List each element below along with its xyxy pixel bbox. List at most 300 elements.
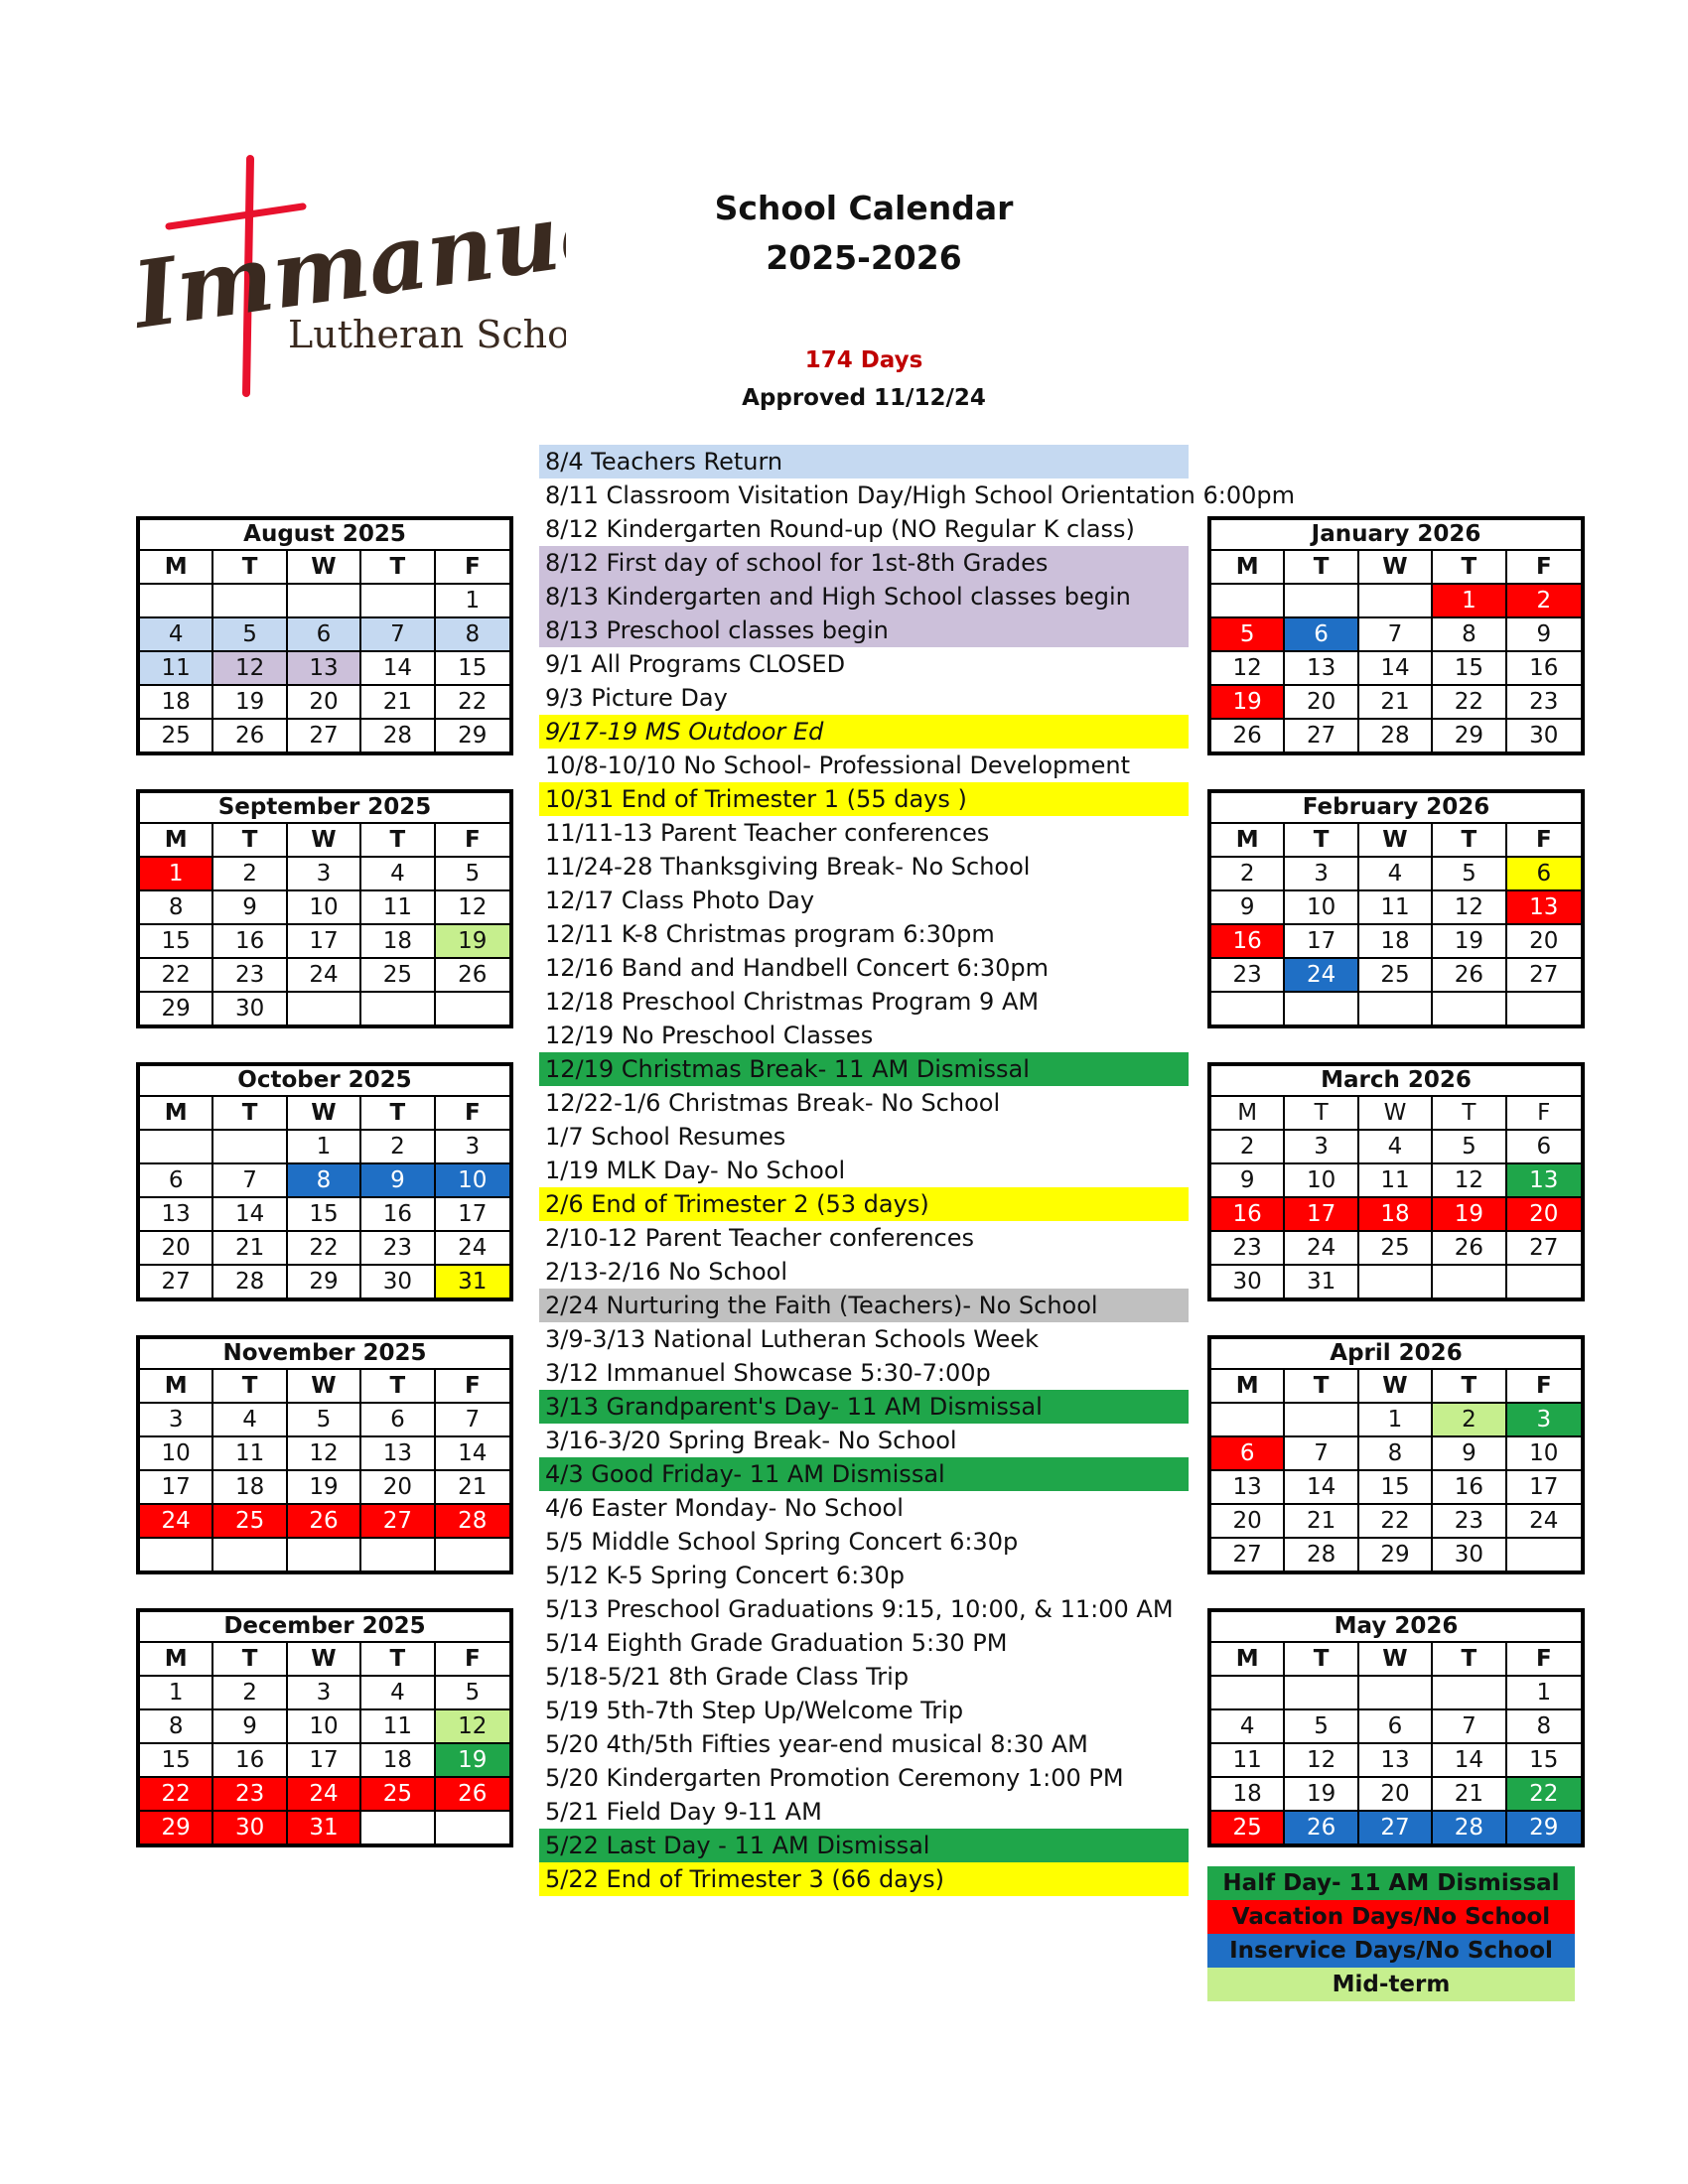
day-cell: 13 — [1507, 1164, 1581, 1198]
day-cell: 19 — [1433, 925, 1506, 959]
event-item: 3/12 Immanuel Showcase 5:30-7:00p — [545, 1359, 991, 1387]
day-cell: 11 — [361, 1710, 435, 1744]
day-cell: 30 — [213, 993, 287, 1024]
day-cell: 22 — [436, 686, 509, 720]
day-cell: 5 — [1433, 1131, 1506, 1164]
day-cell: 12 — [1433, 1164, 1506, 1198]
month-calendar — [1207, 1335, 1585, 1574]
weekday-header: F — [436, 1370, 509, 1404]
event-item: 5/13 Preschool Graduations 9:15, 10:00, & 11:00 AM — [545, 1595, 1174, 1623]
day-cell: 14 — [361, 652, 435, 686]
weekday-header: M — [1211, 1097, 1285, 1131]
event-item: 1/19 MLK Day- No School — [545, 1157, 846, 1184]
day-cell: 25 — [140, 720, 213, 751]
weekday-header: M — [140, 824, 213, 858]
weekday-header: W — [288, 1643, 361, 1677]
day-cell: 16 — [1211, 925, 1285, 959]
calendar-title — [655, 184, 1072, 283]
event-item: 11/24-28 Thanksgiving Break- No School — [545, 853, 1031, 881]
day-cell: 7 — [1285, 1437, 1358, 1471]
day-cell: 17 — [288, 1744, 361, 1778]
day-cell: 21 — [436, 1471, 509, 1505]
day-cell: 1 — [140, 858, 213, 891]
day-cell: 29 — [140, 1812, 213, 1843]
month-calendar — [136, 516, 513, 755]
weekday-header: W — [1359, 824, 1433, 858]
day-cell: 8 — [1359, 1437, 1433, 1471]
day-cell: 8 — [140, 891, 213, 925]
day-cell: 6 — [1359, 1710, 1433, 1744]
day-cell — [1433, 1677, 1506, 1710]
weekday-header: W — [288, 824, 361, 858]
weekday-header: M — [1211, 1370, 1285, 1404]
event-item: 12/16 Band and Handbell Concert 6:30pm — [545, 954, 1050, 982]
day-cell — [1507, 993, 1581, 1024]
day-cell: 30 — [1211, 1266, 1285, 1297]
weekday-header: W — [288, 551, 361, 585]
weekday-header: F — [1507, 1370, 1581, 1404]
day-cell: 23 — [361, 1232, 435, 1266]
weekday-header: T — [1285, 1643, 1358, 1677]
weekday-header: F — [1507, 1643, 1581, 1677]
day-cell: 29 — [1359, 1539, 1433, 1570]
day-cell: 27 — [1507, 959, 1581, 993]
weekday-header: T — [1433, 1097, 1506, 1131]
event-item: 5/19 5th-7th Step Up/Welcome Trip — [545, 1697, 964, 1724]
day-cell: 12 — [436, 891, 509, 925]
day-cell: 15 — [1433, 652, 1506, 686]
day-cell: 30 — [1433, 1539, 1506, 1570]
event-item: 4/6 Easter Monday- No School — [545, 1494, 904, 1522]
weekday-header: M — [140, 1370, 213, 1404]
day-cell — [1359, 1266, 1433, 1297]
month-name: September 2025 — [140, 793, 509, 824]
day-cell — [1507, 1539, 1581, 1570]
day-cell: 9 — [213, 1710, 287, 1744]
month-name: December 2025 — [140, 1612, 509, 1643]
day-cell: 4 — [1211, 1710, 1285, 1744]
day-cell: 5 — [436, 858, 509, 891]
day-cell: 26 — [1285, 1812, 1358, 1843]
day-cell: 15 — [436, 652, 509, 686]
weekday-header: T — [213, 824, 287, 858]
day-cell: 27 — [288, 720, 361, 751]
event-item: 2/24 Nurturing the Faith (Teachers)- No School — [539, 1289, 1189, 1322]
weekday-header: F — [436, 1097, 509, 1131]
day-cell: 27 — [1507, 1232, 1581, 1266]
event-item: 8/4 Teachers Return — [539, 445, 1189, 478]
day-cell: 1 — [436, 585, 509, 618]
day-cell: 26 — [436, 1778, 509, 1812]
day-cell — [1359, 1677, 1433, 1710]
day-cell: 14 — [1359, 652, 1433, 686]
day-cell: 23 — [213, 959, 287, 993]
day-cell: 11 — [140, 652, 213, 686]
day-cell: 28 — [1433, 1812, 1506, 1843]
day-cell: 4 — [1359, 1131, 1433, 1164]
day-cell: 19 — [436, 1744, 509, 1778]
weekday-header: T — [1285, 824, 1358, 858]
day-cell: 2 — [1507, 585, 1581, 618]
day-cell: 17 — [1285, 1198, 1358, 1232]
day-cell: 3 — [288, 858, 361, 891]
logo-word: Immanuel — [129, 170, 566, 349]
day-cell: 13 — [1359, 1744, 1433, 1778]
day-cell: 20 — [1285, 686, 1358, 720]
day-cell: 26 — [288, 1505, 361, 1539]
day-cell: 9 — [1507, 618, 1581, 652]
day-cell: 21 — [213, 1232, 287, 1266]
day-cell — [361, 585, 435, 618]
day-cell: 23 — [1211, 959, 1285, 993]
day-cell: 3 — [288, 1677, 361, 1710]
day-cell: 10 — [436, 1164, 509, 1198]
weekday-header: T — [1433, 551, 1506, 585]
day-cell: 14 — [436, 1437, 509, 1471]
day-cell: 16 — [1433, 1471, 1506, 1505]
day-cell: 21 — [1433, 1778, 1506, 1812]
event-item: 5/20 4th/5th Fifties year-end musical 8:30 AM — [545, 1730, 1088, 1758]
day-cell: 26 — [1433, 1232, 1506, 1266]
day-cell: 6 — [288, 618, 361, 652]
day-cell: 28 — [436, 1505, 509, 1539]
day-cell: 4 — [213, 1404, 287, 1437]
day-cell: 19 — [1433, 1198, 1506, 1232]
day-cell: 3 — [1507, 1404, 1581, 1437]
event-item: 3/16-3/20 Spring Break- No School — [545, 1427, 957, 1454]
event-item: 2/13-2/16 No School — [545, 1258, 788, 1286]
days-count: 174 Days — [804, 347, 923, 373]
day-cell — [361, 993, 435, 1024]
day-cell — [213, 1539, 287, 1570]
day-cell: 8 — [436, 618, 509, 652]
day-cell: 11 — [1211, 1744, 1285, 1778]
weekday-header: F — [1507, 1097, 1581, 1131]
weekday-header: T — [361, 1097, 435, 1131]
event-item: 8/12 First day of school for 1st-8th Grades — [539, 546, 1189, 580]
event-item: 9/1 All Programs CLOSED — [545, 650, 846, 678]
day-cell: 4 — [361, 1677, 435, 1710]
day-cell: 10 — [1285, 1164, 1358, 1198]
title-line-1: School Calendar — [714, 189, 1014, 227]
day-cell: 4 — [140, 618, 213, 652]
day-cell: 22 — [1359, 1505, 1433, 1539]
day-cell: 7 — [361, 618, 435, 652]
event-item: 5/22 End of Trimester 3 (66 days) — [539, 1862, 1189, 1896]
day-cell: 29 — [1507, 1812, 1581, 1843]
day-cell: 4 — [361, 858, 435, 891]
day-cell — [140, 1131, 213, 1164]
day-cell: 31 — [1285, 1266, 1358, 1297]
day-cell: 26 — [1433, 959, 1506, 993]
event-item: 2/6 End of Trimester 2 (53 days) — [539, 1187, 1189, 1221]
event-item: 5/18-5/21 8th Grade Class Trip — [545, 1663, 910, 1691]
day-cell: 27 — [140, 1266, 213, 1297]
event-item: 8/12 Kindergarten Round-up (NO Regular K class) — [545, 515, 1135, 543]
day-cell: 5 — [288, 1404, 361, 1437]
month-name: April 2026 — [1211, 1339, 1581, 1370]
day-cell: 2 — [213, 858, 287, 891]
day-cell — [1433, 1266, 1506, 1297]
day-cell: 2 — [1433, 1404, 1506, 1437]
weekday-header: W — [288, 1370, 361, 1404]
day-cell — [213, 1131, 287, 1164]
day-cell: 20 — [361, 1471, 435, 1505]
month-calendar — [136, 1335, 513, 1574]
day-cell: 7 — [1359, 618, 1433, 652]
day-cell: 18 — [1211, 1778, 1285, 1812]
day-cell: 6 — [140, 1164, 213, 1198]
event-item: 9/17-19 MS Outdoor Ed — [539, 715, 1189, 749]
day-cell: 24 — [288, 1778, 361, 1812]
day-cell: 15 — [140, 1744, 213, 1778]
day-cell: 27 — [361, 1505, 435, 1539]
weekday-header: T — [213, 1370, 287, 1404]
event-item: 12/17 Class Photo Day — [545, 887, 815, 914]
day-cell: 15 — [1507, 1744, 1581, 1778]
day-cell: 5 — [1285, 1710, 1358, 1744]
event-item: 2/10-12 Parent Teacher conferences — [545, 1224, 974, 1252]
weekday-header: T — [1285, 1370, 1358, 1404]
weekday-header: F — [1507, 551, 1581, 585]
approved-date: Approved 11/12/24 — [742, 385, 986, 411]
day-cell: 11 — [361, 891, 435, 925]
day-cell: 7 — [436, 1404, 509, 1437]
day-cell — [1359, 585, 1433, 618]
event-item: 5/20 Kindergarten Promotion Ceremony 1:00 PM — [545, 1764, 1124, 1792]
month-name: January 2026 — [1211, 520, 1581, 551]
event-item: 5/5 Middle School Spring Concert 6:30p — [545, 1528, 1019, 1556]
day-cell: 22 — [1433, 686, 1506, 720]
day-cell: 27 — [1211, 1539, 1285, 1570]
day-cell — [1507, 1266, 1581, 1297]
day-cell: 15 — [140, 925, 213, 959]
day-cell: 18 — [361, 1744, 435, 1778]
day-cell: 13 — [1507, 891, 1581, 925]
day-cell: 30 — [213, 1812, 287, 1843]
event-item: 12/19 No Preschool Classes — [545, 1022, 874, 1049]
day-cell — [1285, 1677, 1358, 1710]
month-name: February 2026 — [1211, 793, 1581, 824]
day-cell: 13 — [1285, 652, 1358, 686]
weekday-header: T — [213, 1643, 287, 1677]
logo-subtitle: Lutheran Scho — [288, 313, 566, 356]
day-cell: 22 — [140, 959, 213, 993]
day-cell — [436, 1812, 509, 1843]
day-cell — [288, 585, 361, 618]
day-cell: 22 — [140, 1778, 213, 1812]
day-cell: 8 — [140, 1710, 213, 1744]
event-item: 10/8-10/10 No School- Professional Development — [545, 751, 1131, 779]
day-cell: 20 — [1507, 925, 1581, 959]
weekday-header: W — [1359, 1370, 1433, 1404]
event-item: 12/22-1/6 Christmas Break- No School — [545, 1089, 1001, 1117]
month-name: May 2026 — [1211, 1612, 1581, 1643]
day-cell: 25 — [361, 1778, 435, 1812]
weekday-header: T — [1285, 1097, 1358, 1131]
day-cell: 31 — [288, 1812, 361, 1843]
day-cell: 23 — [213, 1778, 287, 1812]
day-cell: 30 — [361, 1266, 435, 1297]
day-cell: 18 — [1359, 925, 1433, 959]
day-cell: 17 — [436, 1198, 509, 1232]
day-cell: 25 — [361, 959, 435, 993]
day-cell: 21 — [361, 686, 435, 720]
legend-item: Mid-term — [1207, 1968, 1575, 2001]
event-item: 5/12 K-5 Spring Concert 6:30p — [545, 1562, 906, 1589]
weekday-header: F — [436, 824, 509, 858]
day-cell: 16 — [213, 925, 287, 959]
day-cell: 5 — [1433, 858, 1506, 891]
day-cell: 24 — [1285, 959, 1358, 993]
day-cell: 21 — [1285, 1505, 1358, 1539]
day-cell: 2 — [361, 1131, 435, 1164]
event-item: 10/31 End of Trimester 1 (55 days ) — [539, 782, 1189, 816]
day-cell: 29 — [458, 723, 488, 749]
day-cell: 2 — [213, 1677, 287, 1710]
day-cell: 14 — [1433, 1744, 1506, 1778]
day-cell: 3 — [1285, 1131, 1358, 1164]
day-cell: 7 — [213, 1164, 287, 1198]
day-cell: 1 — [288, 1131, 361, 1164]
day-cell: 20 — [1211, 1505, 1285, 1539]
color-legend — [1207, 1866, 1575, 2001]
month-calendar — [1207, 516, 1585, 755]
day-cell: 11 — [213, 1437, 287, 1471]
day-cell: 18 — [140, 686, 213, 720]
day-cell: 17 — [1285, 925, 1358, 959]
day-cell: 9 — [1211, 891, 1285, 925]
day-cell: 1 — [1359, 1404, 1433, 1437]
day-cell: 25 — [1359, 1232, 1433, 1266]
event-item: 3/13 Grandparent's Day- 11 AM Dismissal — [539, 1390, 1189, 1424]
legend-item: Vacation Days/No School — [1207, 1900, 1575, 1934]
day-cell: 22 — [1507, 1778, 1581, 1812]
event-item: 12/18 Preschool Christmas Program 9 AM — [545, 988, 1040, 1016]
day-cell: 7 — [1433, 1710, 1506, 1744]
event-item: 11/11-13 Parent Teacher conferences — [545, 819, 990, 847]
day-cell: 25 — [213, 1505, 287, 1539]
day-cell: 5 — [436, 1677, 509, 1710]
day-cell: 23 — [1211, 1232, 1285, 1266]
day-cell: 18 — [213, 1471, 287, 1505]
day-cell: 13 — [361, 1437, 435, 1471]
event-item: 12/19 Christmas Break- 11 AM Dismissal — [539, 1052, 1189, 1086]
day-cell: 11 — [1359, 891, 1433, 925]
weekday-header: F — [436, 551, 509, 585]
title-line-2: 2025-2026 — [766, 238, 962, 277]
day-cell: 19 — [1211, 686, 1285, 720]
day-cell: 17 — [140, 1471, 213, 1505]
weekday-header: M — [140, 1097, 213, 1131]
event-item: 9/3 Picture Day — [545, 684, 728, 712]
weekday-header: W — [288, 1097, 361, 1131]
day-cell: 13 — [288, 652, 361, 686]
day-cell: 3 — [1285, 858, 1358, 891]
day-cell: 9 — [213, 891, 287, 925]
day-cell: 19 — [213, 686, 287, 720]
day-cell: 20 — [140, 1232, 213, 1266]
day-cell: 2 — [1211, 858, 1285, 891]
day-cell: 8 — [288, 1164, 361, 1198]
day-cell: 2 — [1211, 1131, 1285, 1164]
event-item: 8/11 Classroom Visitation Day/High School Orientation 6:00pm — [545, 481, 1296, 509]
day-cell: 17 — [288, 925, 361, 959]
day-cell: 12 — [1285, 1744, 1358, 1778]
day-cell: 4 — [1359, 858, 1433, 891]
day-cell: 24 — [1507, 1505, 1581, 1539]
event-item: 5/14 Eighth Grade Graduation 5:30 PM — [545, 1629, 1008, 1657]
day-cell: 26 — [1211, 720, 1285, 751]
day-cell — [1285, 585, 1358, 618]
month-calendar — [136, 789, 513, 1028]
day-cell — [213, 585, 287, 618]
day-cell: 29 — [140, 993, 213, 1024]
day-cell: 12 — [1433, 891, 1506, 925]
day-cell: 19 — [288, 1471, 361, 1505]
day-cell — [1285, 1404, 1358, 1437]
day-cell: 13 — [140, 1198, 213, 1232]
day-cell: 10 — [140, 1437, 213, 1471]
day-cell: 28 — [1285, 1539, 1358, 1570]
day-cell: 22 — [288, 1232, 361, 1266]
event-item: 1/7 School Resumes — [545, 1123, 786, 1151]
weekday-header: T — [361, 824, 435, 858]
day-cell: 10 — [288, 1710, 361, 1744]
day-cell — [361, 1812, 435, 1843]
day-cell: 12 — [213, 652, 287, 686]
day-cell: 10 — [1285, 891, 1358, 925]
weekday-header: W — [1359, 1097, 1433, 1131]
day-cell: 16 — [1507, 652, 1581, 686]
weekday-header: M — [140, 1643, 213, 1677]
day-cell: 19 — [1285, 1778, 1358, 1812]
day-cell: 19 — [436, 925, 509, 959]
day-cell: 16 — [361, 1198, 435, 1232]
event-item: 5/21 Field Day 9-11 AM — [545, 1798, 822, 1826]
weekday-header: F — [1507, 824, 1581, 858]
month-name: November 2025 — [140, 1339, 509, 1370]
day-cell: 18 — [1359, 1198, 1433, 1232]
day-cell — [288, 1539, 361, 1570]
weekday-header: M — [1211, 551, 1285, 585]
day-cell — [288, 993, 361, 1024]
day-cell: 20 — [288, 686, 361, 720]
month-name: October 2025 — [140, 1066, 509, 1097]
day-cell: 18 — [361, 925, 435, 959]
weekday-header: T — [1285, 551, 1358, 585]
day-cell: 9 — [1433, 1437, 1506, 1471]
month-name: August 2025 — [140, 520, 509, 551]
day-cell: 23 — [1433, 1505, 1506, 1539]
legend-item: Inservice Days/No School — [1207, 1934, 1575, 1968]
day-cell: 10 — [288, 891, 361, 925]
logo-cross-icon — [129, 149, 566, 407]
day-cell: 6 — [1285, 618, 1358, 652]
day-cell: 29 — [288, 1266, 361, 1297]
day-cell: 28 — [213, 1266, 287, 1297]
day-cell: 12 — [288, 1437, 361, 1471]
day-cell: 30 — [1529, 723, 1559, 749]
day-cell: 23 — [1507, 686, 1581, 720]
day-cell: 15 — [1359, 1471, 1433, 1505]
day-cell: 24 — [140, 1505, 213, 1539]
day-cell: 28 — [361, 720, 435, 751]
day-cell — [140, 585, 213, 618]
events-list — [539, 445, 1296, 1896]
month-calendar — [1207, 1608, 1585, 1847]
day-cell: 3 — [140, 1404, 213, 1437]
